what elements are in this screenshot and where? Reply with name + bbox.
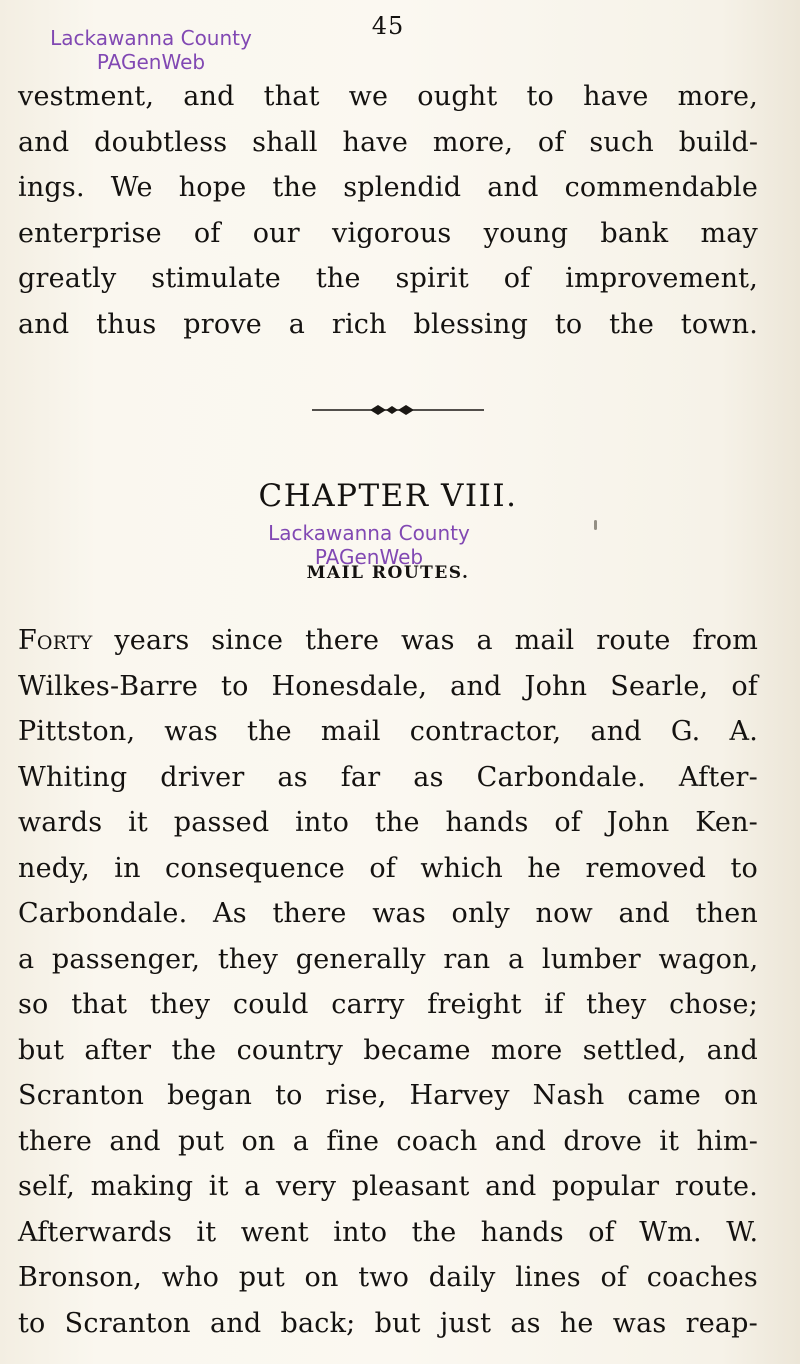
text-line: a passenger, they generally ran a lumber wagon, (18, 943, 759, 975)
text-line: Afterwards it went into the hands of Wm. W. (18, 1216, 759, 1248)
text-line: Carbondale. As there was only now and then (18, 898, 758, 929)
watermark-line2: PAGenWeb (96, 50, 206, 74)
ink-speck (594, 520, 597, 530)
text-line: and thus prove a rich blessing to the town. (18, 308, 758, 340)
text-line: ings. We hope the splendid and commendable (18, 172, 758, 203)
text-line: but after the country became more settled, and (18, 1034, 758, 1066)
chapter-title: CHAPTER VIII. (258, 478, 518, 514)
watermark-line1: Lackawanna County (268, 521, 470, 545)
text-line: self, making it a very pleasant and popular route. (18, 1171, 758, 1202)
text-line: Scranton began to rise, Harvey Nash came on (18, 1080, 758, 1111)
text-line: enterprise of our vigorous young bank may (18, 217, 758, 249)
text-line: wards it passed into the hands of John Ken- (18, 807, 758, 838)
text-line: so that they could carry freight if they chose; (18, 989, 758, 1020)
opening-word: Forty (18, 625, 93, 656)
paragraph-continued (18, 74, 758, 347)
text-line: nedy, in consequence of which he removed to (18, 852, 758, 884)
text-line: Pittston, was the mail contractor, and G. A. (18, 716, 758, 747)
page-number: 45 (371, 12, 405, 40)
text-line: and doubtless shall have more, of such build- (18, 126, 759, 158)
text-line: greatly stimulate the spirit of improvement, (18, 263, 758, 294)
watermark-line1: Lackawanna County (50, 26, 252, 50)
ornamental-divider (312, 402, 484, 418)
text-line: Wilkes-Barre to Honesdale, and John Searle, of (18, 670, 758, 702)
watermark-line2: PAGenWeb (314, 545, 424, 569)
chapter-subtitle: MAIL ROUTES. (306, 563, 470, 583)
text-line: Bronson, who put on two daily lines of coaches (18, 1262, 758, 1293)
first-line-rest: years since there was a mail route from (92, 625, 758, 656)
watermark-top (20, 26, 282, 74)
text-line: to Scranton and back; but just as he was reap- (18, 1307, 758, 1339)
paragraph-mail-routes (18, 618, 758, 1346)
watermark-middle (238, 521, 500, 569)
text-line: vestment, and that we ought to have more, (18, 81, 758, 112)
text-line: there and put on a fine coach and drove it him- (18, 1125, 759, 1157)
text-line: Whiting driver as far as Carbondale. After- (18, 761, 758, 793)
text-line-first (18, 618, 758, 664)
